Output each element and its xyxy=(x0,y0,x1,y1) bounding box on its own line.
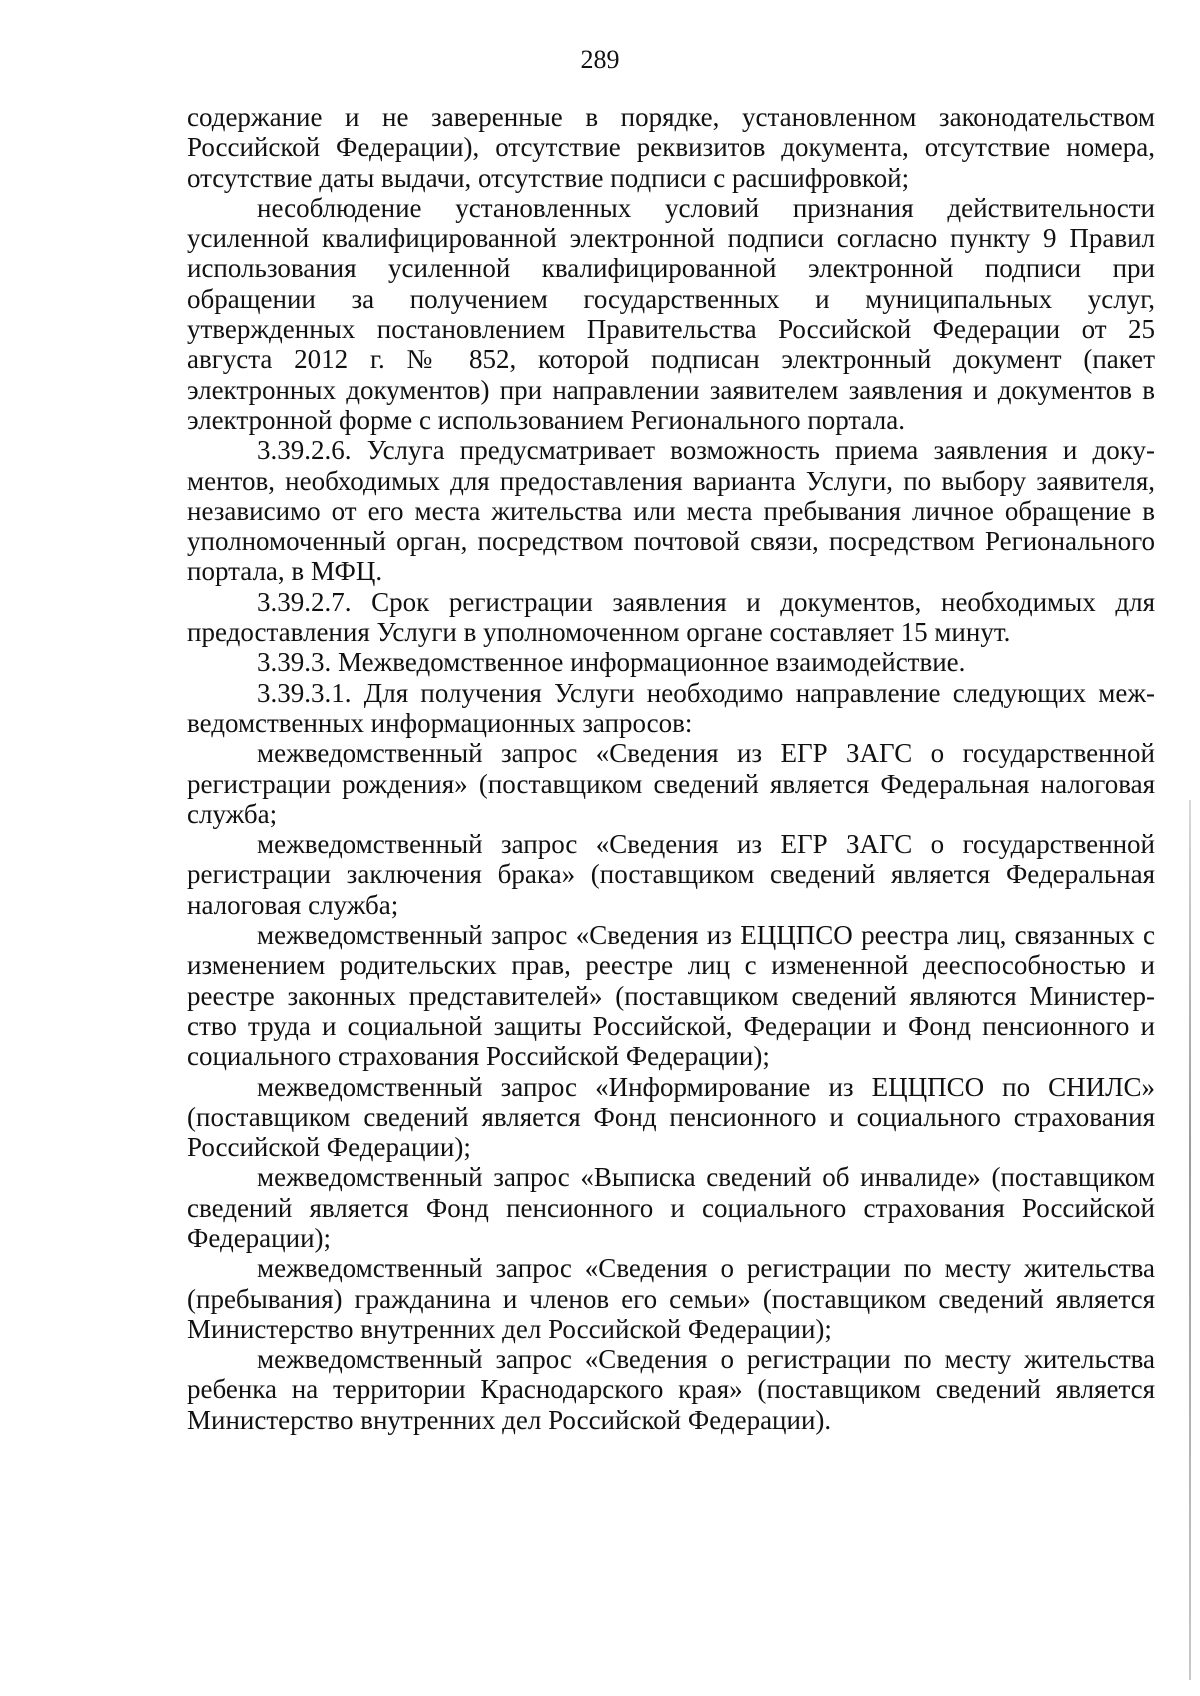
scan-edge-line xyxy=(1189,800,1191,1680)
paragraph-3-39-2-6: 3.39.2.6. Услуга предусматривает возможность приема заявления и документов, необходимых для предоставления варианта Услуги, по выбору заявителя, независимо от его места жительства или места пребывания личное обращение в уполномоченный орган, посредством почтовой связи, посредством Регионального портала, в МФЦ. xyxy=(187,435,1155,587)
paragraph-3-39-3: 3.39.3. Межведомственное информационное взаимодействие. xyxy=(257,647,966,678)
list-item-citizen-residence: межведомственный запрос «Сведения о регистрации по месту жительства (пребывания) гражданина и членов его семьи» (поставщиком сведений является Министерство внутренних дел Российской Федерации); xyxy=(187,1253,1155,1344)
list-item-disability-extract: межведомственный запрос «Выписка сведений об инвалиде» (поставщиком сведений является Фонд пенсионного и социального страхования Российской Федерации); xyxy=(187,1162,1155,1253)
page-number: 289 xyxy=(580,45,620,74)
document-body xyxy=(187,102,1155,1435)
list-item-marriage-registration: межведомственный запрос «Сведения из ЕГР ЗАГС о государственной регистрации заключения брака» (поставщиком сведений является Федеральная налоговая служба; xyxy=(187,829,1155,920)
paragraph-3-39-3-1: 3.39.3.1. Для получения Услуги необходимо направление следующих межведомственных информационных запросов: xyxy=(187,677,1155,738)
paragraph-signature-validity: несоблюдение установленных условий признания действительности усиленной квалифицированной электронной подписи согласно пункту 9 Правил использования усиленной квалифицированной электронной подписи при обращении за получением государственных и муниципальных услуг, утвержденных постановлением Правительства Российской Федерации от 25 августа 2012 г. № 852, которой подписан электронный документ (пакет электронных документов) при направлении заявителем заявления и документов в электронной форме с использованием Регионального портала. xyxy=(187,192,1155,435)
list-item-birth-registration: межведомственный запрос «Сведения из ЕГР ЗАГС о государственной регистрации рождения» (поставщиком сведений является Федеральная налоговая служба; xyxy=(187,738,1155,829)
paragraph-continuation: содержание и не заверенные в порядке, установленном законодательством Российской Федерации), отсутствие реквизитов документа, отсутствие номера, отсутствие даты выдачи, отсутствие подписи с расшифровкой; xyxy=(187,102,1155,193)
list-item-child-residence: межведомственный запрос «Сведения о регистрации по месту жительства ребенка на территории Краснодарского края» (поставщиком сведений является Министерство внутренних дел Российской Федерации). xyxy=(187,1344,1155,1435)
paragraph-3-39-2-7: 3.39.2.7. Срок регистрации заявления и документов, необходимых для предоставления Услуги в уполномоченном органе составляет 15 минут. xyxy=(187,586,1155,648)
list-item-snils-info: межведомственный запрос «Информирование из ЕЦЦПСО по СНИЛС» (поставщиком сведений является Фонд пенсионного и социального страхования Российской Федерации); xyxy=(187,1071,1155,1163)
list-item-parental-rights-registry: межведомственный запрос «Сведения из ЕЦЦПСО реестра лиц, связанных с изменением родительских прав, реестре лиц с измененной дееспособностью и реестре законных представителей» (поставщиком сведений являются Министерство труда и социальной защиты Российской, Федерации и Фонд пенсионного и социального страхования Российской Федерации); xyxy=(187,920,1155,1072)
